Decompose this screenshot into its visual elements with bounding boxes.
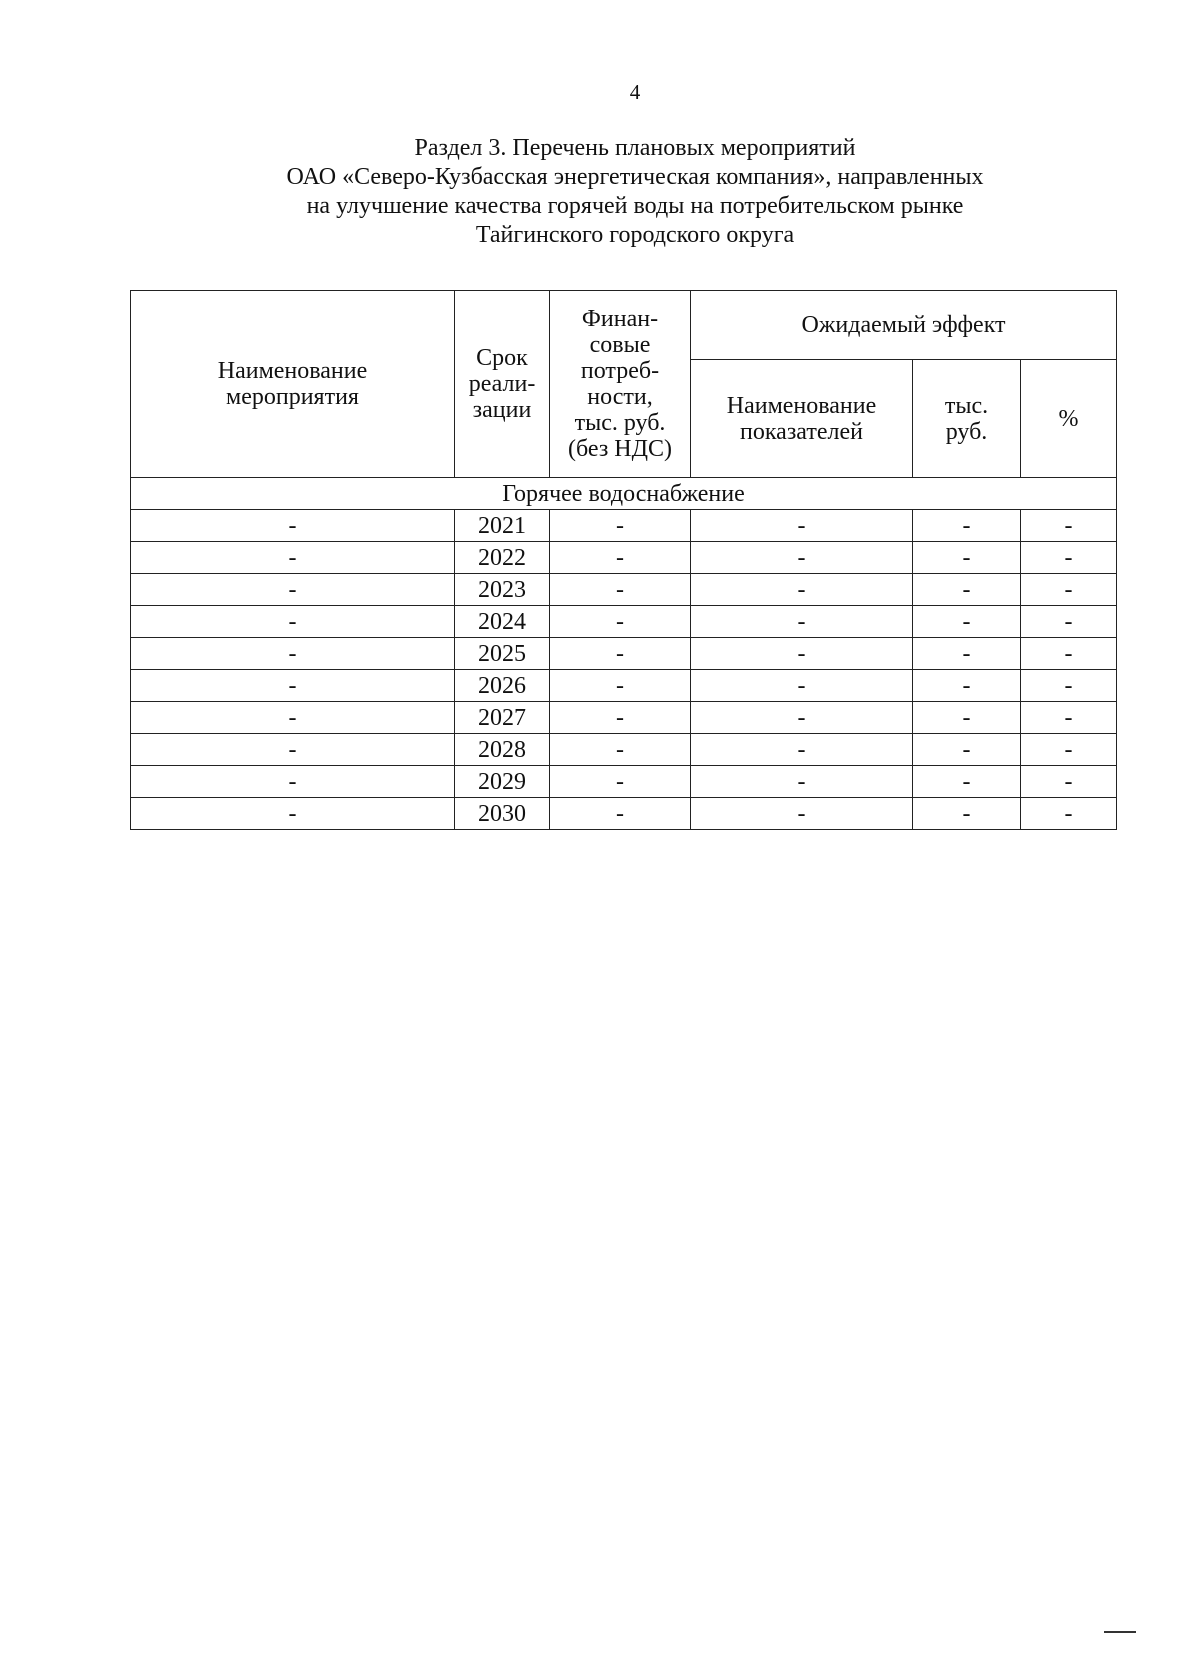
title-line: Тайгинского городского округа xyxy=(475,222,795,248)
page-number: 4 xyxy=(629,80,641,104)
cell-thousand-rub: - xyxy=(913,510,1021,542)
header-expected-effect: Ожидаемый эффект xyxy=(691,291,1117,360)
cell-year: 2023 xyxy=(455,574,550,606)
cell-year: 2021 xyxy=(455,510,550,542)
table-row xyxy=(131,510,1117,542)
cell-year: 2027 xyxy=(455,702,550,734)
cell-thousand-rub: - xyxy=(913,702,1021,734)
cell-percent: - xyxy=(1021,606,1117,638)
header-line: показателей xyxy=(740,418,863,445)
cell-year: 2030 xyxy=(455,798,550,830)
cell-thousand-rub: - xyxy=(913,734,1021,766)
cell-measure-name: - xyxy=(131,510,455,542)
cell-year: 2029 xyxy=(455,766,550,798)
cell-finance: - xyxy=(550,542,691,574)
header-line: зации xyxy=(472,397,532,423)
cell-finance: - xyxy=(550,798,691,830)
table-body xyxy=(131,478,1117,830)
cell-finance: - xyxy=(550,638,691,670)
cell-percent: - xyxy=(1021,542,1117,574)
cell-indicator: - xyxy=(691,606,913,638)
cell-measure-name: - xyxy=(131,606,455,638)
cell-thousand-rub: - xyxy=(913,606,1021,638)
cell-finance: - xyxy=(550,734,691,766)
table-row xyxy=(131,638,1117,670)
cell-indicator: - xyxy=(691,670,913,702)
table-row xyxy=(131,734,1117,766)
table-row xyxy=(131,766,1117,798)
header-term xyxy=(455,291,550,478)
header-line: Наименование xyxy=(726,392,877,419)
cell-indicator: - xyxy=(691,766,913,798)
header-line: руб. xyxy=(945,418,988,445)
table-row xyxy=(131,606,1117,638)
table-row xyxy=(131,542,1117,574)
header-line: (без НДС) xyxy=(567,436,672,462)
header-percent: % xyxy=(1021,360,1117,478)
header-line: совые xyxy=(589,332,651,358)
cell-year: 2024 xyxy=(455,606,550,638)
header-line: потреб- xyxy=(580,358,660,384)
cell-indicator: - xyxy=(691,542,913,574)
cell-measure-name: - xyxy=(131,766,455,798)
cell-percent: - xyxy=(1021,510,1117,542)
header-measure-name xyxy=(131,291,455,478)
header-line: тыс. руб. xyxy=(574,410,666,436)
header-line: тыс. xyxy=(944,392,989,419)
cell-indicator: - xyxy=(691,702,913,734)
header-line: Финан- xyxy=(581,306,659,332)
title-line: на улучшение качества горячей воды на потребительском рынке xyxy=(306,193,964,219)
cell-measure-name: - xyxy=(131,574,455,606)
header-thousand-rub xyxy=(913,360,1021,478)
cell-indicator: - xyxy=(691,798,913,830)
cell-percent: - xyxy=(1021,702,1117,734)
header-line: Наименование xyxy=(217,358,368,384)
corner-mark xyxy=(1104,1631,1136,1633)
cell-thousand-rub: - xyxy=(913,542,1021,574)
cell-thousand-rub: - xyxy=(913,670,1021,702)
cell-measure-name: - xyxy=(131,798,455,830)
cell-thousand-rub: - xyxy=(913,798,1021,830)
title-line: ОАО «Северо-Кузбасская энергетическая компания», направленных xyxy=(286,164,984,190)
cell-measure-name: - xyxy=(131,734,455,766)
cell-finance: - xyxy=(550,702,691,734)
header-line: ности, xyxy=(587,384,653,410)
cell-year: 2025 xyxy=(455,638,550,670)
cell-indicator: - xyxy=(691,510,913,542)
cell-year: 2022 xyxy=(455,542,550,574)
table-row xyxy=(131,574,1117,606)
header-indicator-name xyxy=(691,360,913,478)
cell-thousand-rub: - xyxy=(913,766,1021,798)
cell-percent: - xyxy=(1021,574,1117,606)
cell-finance: - xyxy=(550,670,691,702)
section-title: Горячее водоснабжение xyxy=(131,478,1117,510)
cell-finance: - xyxy=(550,510,691,542)
cell-measure-name: - xyxy=(131,702,455,734)
cell-percent: - xyxy=(1021,766,1117,798)
document-title xyxy=(0,134,1200,250)
table-row xyxy=(131,702,1117,734)
cell-indicator: - xyxy=(691,574,913,606)
cell-thousand-rub: - xyxy=(913,574,1021,606)
cell-percent: - xyxy=(1021,638,1117,670)
cell-percent: - xyxy=(1021,734,1117,766)
cell-finance: - xyxy=(550,766,691,798)
cell-percent: - xyxy=(1021,670,1117,702)
cell-finance: - xyxy=(550,574,691,606)
section-row xyxy=(131,478,1117,510)
table-row xyxy=(131,670,1117,702)
cell-indicator: - xyxy=(691,734,913,766)
cell-measure-name: - xyxy=(131,638,455,670)
header-line: мероприятия xyxy=(226,384,359,410)
cell-indicator: - xyxy=(691,638,913,670)
title-line: Раздел 3. Перечень плановых мероприятий xyxy=(414,135,856,161)
cell-measure-name: - xyxy=(131,670,455,702)
header-finance xyxy=(550,291,691,478)
cell-thousand-rub: - xyxy=(913,638,1021,670)
cell-measure-name: - xyxy=(131,542,455,574)
header-line: реали- xyxy=(468,371,536,397)
header-line: Срок xyxy=(476,345,528,371)
table-header xyxy=(131,291,1117,478)
measures-table xyxy=(130,290,1117,830)
cell-finance: - xyxy=(550,606,691,638)
table-row xyxy=(131,798,1117,830)
cell-percent: - xyxy=(1021,798,1117,830)
cell-year: 2026 xyxy=(455,670,550,702)
cell-year: 2028 xyxy=(455,734,550,766)
